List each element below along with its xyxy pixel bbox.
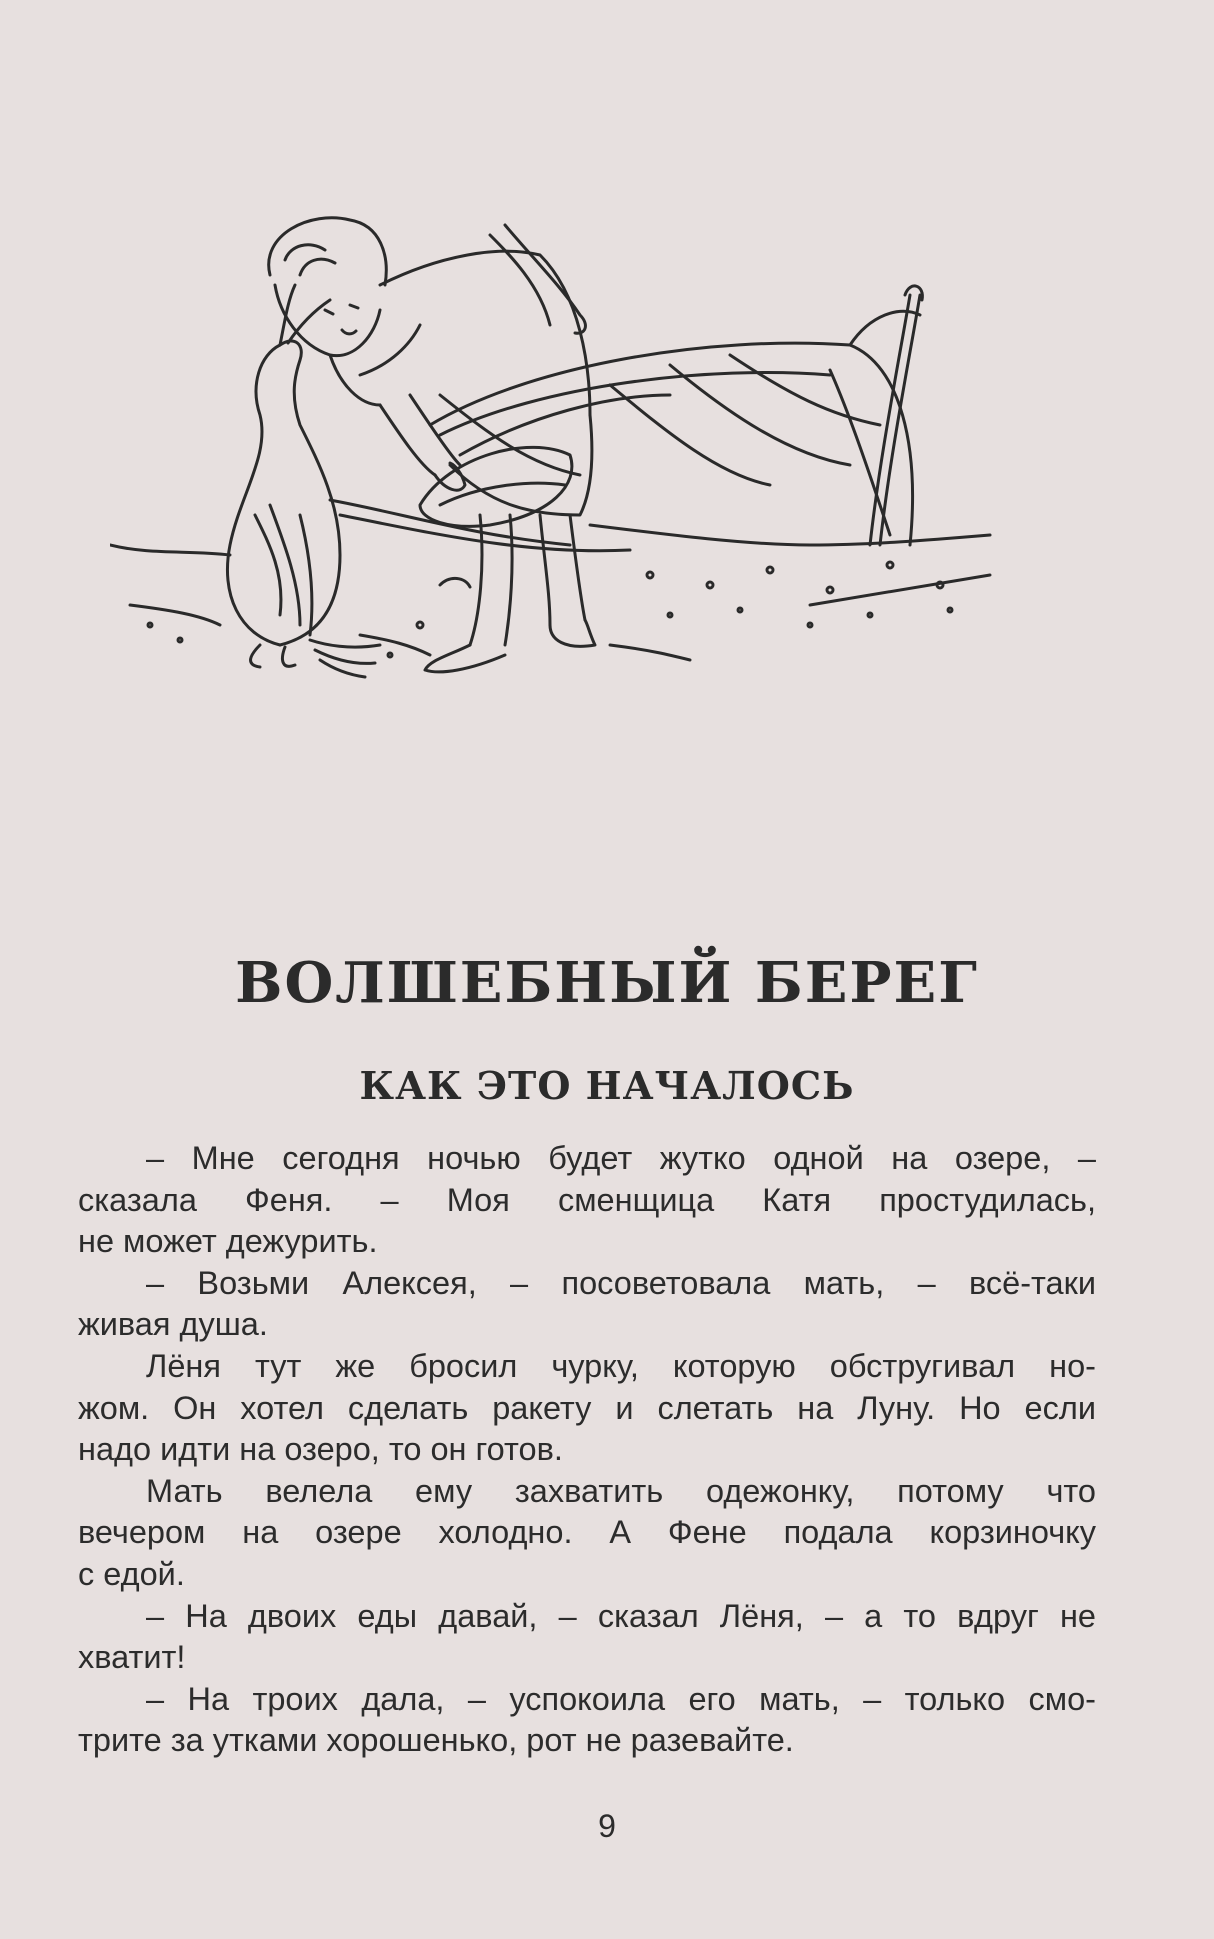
text-line-7: жом. Он хотел сделать ракету и слетать на Луну. Но если [78, 1389, 1096, 1426]
text-line-10: вечером на озере холодно. А Фене подала корзиночку [78, 1514, 1096, 1551]
text-line-13: хватит! [78, 1639, 186, 1676]
text-line-12: – На двоих еды давай, – сказал Лёня, – а то вдруг не [146, 1597, 1096, 1634]
section-title: КАК ЭТО НАЧАЛОСЬ [359, 1063, 855, 1108]
duck-drawing [227, 285, 380, 677]
boy-drawing [269, 218, 595, 672]
text-line-3: не может дежурить. [78, 1223, 378, 1260]
chapter-title: ВОЛШЕБНЫЙ БЕРЕГ [235, 950, 979, 1016]
page-number: 9 [598, 1808, 616, 1844]
text-line-5: живая душа. [78, 1306, 268, 1343]
text-line-15: трите за утками хорошенько, рот не разевайте. [78, 1722, 794, 1759]
text-line-1: – Мне сегодня ночью будет жутко одной на озере, – [146, 1140, 1096, 1176]
story-text [78, 1138, 1096, 1762]
text-line-9: Мать велела ему захватить одежонку, потому что [146, 1472, 1096, 1509]
text-line-14: – На троих дала, – успокоила его мать, – только смо- [146, 1680, 1096, 1717]
text-line-8: надо идти на озеро, то он готов. [78, 1431, 563, 1468]
text-line-11: с едой. [78, 1555, 185, 1592]
boy-and-duck-illustration [110, 215, 1050, 815]
text-line-2: сказала Феня. – Моя сменщица Катя простудилась, [78, 1181, 1096, 1218]
text-line-4: – Возьми Алексея, – посоветовала мать, – всё-таки [146, 1264, 1096, 1301]
sand-drawing [110, 525, 990, 660]
text-line-6: Лёня тут же бросил чурку, которую обстругивал но- [146, 1347, 1096, 1384]
